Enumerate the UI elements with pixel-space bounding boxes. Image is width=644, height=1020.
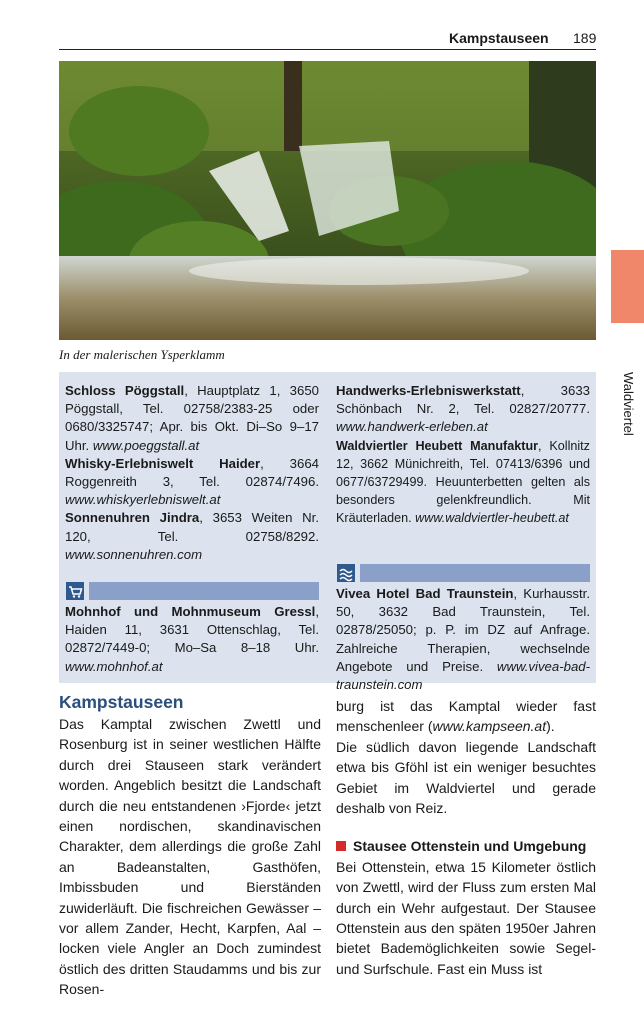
header-rule: [59, 49, 596, 50]
infobox-right-column: [336, 382, 590, 528]
infobox-right-category: [336, 585, 590, 694]
entry-link[interactable]: www.whiskyerlebniswelt.at: [65, 492, 221, 508]
entry-link[interactable]: www.vivea-bad-traunstein.com: [336, 658, 590, 693]
body-right-column: [336, 696, 596, 979]
body-paragraph: Die südlich davon liegende Landschaft etwa bis Gföhl ist ein weniger besuchtes Gebiet im Waldviertel und gerade deshalb von Reiz.: [336, 738, 596, 817]
info-entry: Handwerks-Erlebniswerkstatt, 3633 Schönbach Nr. 2, Tel. 02827/20777. www.handwerk-erleben.at: [336, 383, 590, 435]
red-square-icon: [336, 841, 346, 851]
photo-caption: In der malerischen Ysperklamm: [59, 347, 225, 362]
entry-link[interactable]: www.waldviertler-heubett.at: [415, 511, 569, 526]
shopping-cart-icon: [66, 582, 84, 600]
entry-link[interactable]: www.mohnhof.at: [65, 658, 163, 674]
category-bar: [360, 564, 590, 582]
spa-wellness-icon: [337, 564, 355, 582]
side-tab-label: Waldviertel: [621, 372, 636, 436]
kampseen-link[interactable]: www.kampseen.at: [432, 718, 547, 735]
body-paragraph: burg ist das Kamptal wieder fast menschenleer (www.kampseen.at).: [336, 698, 596, 735]
subheading: Stausee Ottenstein und Umgebung: [336, 836, 596, 856]
infobox-left-category: [65, 603, 319, 676]
infobox-left-column: [65, 382, 319, 564]
page-header-title: Kampstauseen: [449, 30, 549, 46]
entry-link[interactable]: www.poeggstall.at: [92, 437, 200, 453]
info-entry: Whisky-Erlebniswelt Haider, 3664 Roggenreith 3, Tel. 02874/7496. www.whiskyerlebniswelt.at: [65, 455, 319, 508]
entry-link[interactable]: www.sonnenuhren.com: [65, 546, 203, 562]
body-paragraph: Bei Ottenstein, etwa 15 Kilometer östlich von Zwettl, wird der Fluss zum ersten Mal durch ein Wehr aufgestaut. Der Stausee Ottenstein aus den späten 1950er Jahren bietet Bademöglichkeiten sowie Segel- und Surfschule. Fast ein Muss ist: [336, 858, 596, 977]
info-entry: Mohnhof und Mohnmuseum Gressl, Haiden 11, 3631 Ottenschlag, Tel. 02872/7449-0; Mo–Sa 8–18 Uhr. www.mohnhof.at: [65, 604, 319, 674]
side-tab: [611, 250, 644, 323]
waterfall-photo: [59, 61, 596, 340]
section-title: Kampstauseen: [59, 692, 184, 712]
entry-link[interactable]: www.handwerk-erleben.at: [336, 419, 488, 435]
info-entry: Waldviertler Heubett Manufaktur, Kollnitz 12, 3662 Münichreith, Tel. 07413/6396 und 0677/63729499. Heuunterbetten gelten als besonders gelenkfreundlich. Mit Kräuterladen. www.waldviertler-heubett.at: [336, 438, 590, 526]
body-paragraph: Das Kamptal zwischen Zwettl und Rosenburg ist in seiner westlichen Hälfte durch drei Stauseen stark verändert worden. Angeblich besitzt die Landschaft durch die neu entstandenen ›Fjorde‹ jetzt einen nordischen, skandinavischen Charakter, dem allerdings die große Zahl an Badeanstalten, Gasthöfen, Imbissbuden und Bierständen zuwiderläuft. Die fischreichen Gewässer – vor allem Zander, Hecht, Karpfen, Aal – locken viele Angler an Doch zumindest östlich des dritten Staudamms und bis zur Rosen-: [59, 716, 321, 998]
info-entry: Schloss Pöggstall, Hauptplatz 1, 3650 Pöggstall, Tel. 02758/2383-25 oder 0680/3325747; Apr. bis Okt. Di–So 9–17 Uhr. www.poeggstall.at: [65, 383, 319, 453]
info-entry: Vivea Hotel Bad Traunstein, Kurhausstr. 50, 3632 Bad Traunstein, Tel. 02878/25050; p. P. im DZ auf Anfrage. Zahlreiche Therapien, wechselnde Angebote und Preise. www.vivea-bad-traunstein.com: [336, 586, 590, 693]
body-left-column: [59, 714, 321, 1000]
category-bar: [89, 582, 319, 600]
info-entry: Sonnenuhren Jindra, 3653 Weiten Nr. 120, Tel. 02758/8292. www.sonnenuhren.com: [65, 510, 319, 562]
page-number: 189: [573, 30, 597, 46]
